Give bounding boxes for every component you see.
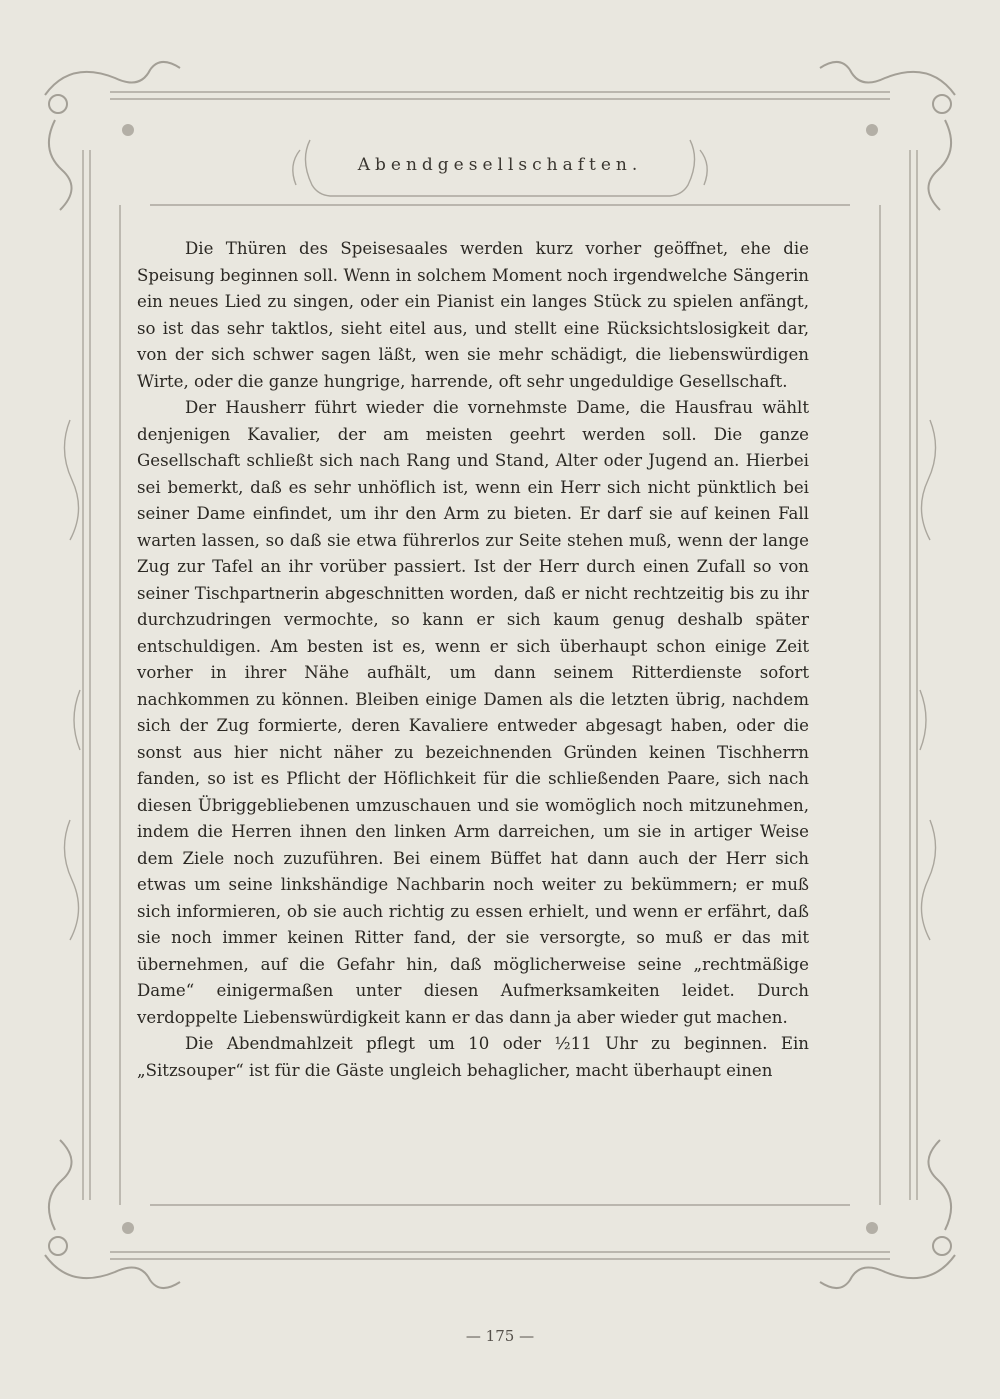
paragraph-2: Der Hausherr führt wieder die vornehmste Dame, die Hausfrau wählt denjenigen Kavalier, der am meisten geehrt werden soll. Die ganze Gesellschaft schließt sich nach Rang und Stand, Alter oder Jugend an. Hierbei sei bemerkt, daß es sehr unhöflich ist, wenn ein Herr sich nicht pünktlich bei seiner Dame einfindet, um ihr den Arm zu bieten. Er darf sie auf keinen Fall warten lassen, so daß sie etwa führerlos zur Seite stehen muß, wenn der lange Zug zur Tafel an ihr vorüber passiert. Ist der Herr durch einen Zufall so von seiner Tischpartnerin abgeschnitten worden, daß er nicht rechtzeitig bis zu ihr durchzudringen vermochte, so kann er sich kaum genug deshalb später entschuldigen. Am besten ist es, wenn er sich überhaupt schon einige Zeit vorher in ihrer Nähe aufhält, um dann seinem Ritterdienste sofort nachkommen zu können. Bleiben einige Damen als die letzten übrig, nachdem sich der Zug formierte, deren Kavaliere entweder abgesagt haben, oder die sonst aus hier nicht näher zu bezeichnenden Gründen keinen Tischherrn fanden, so ist es Pflicht der Höflichkeit für die schließenden Paare, sich nach diesen Übriggebliebenen umzuschauen und sie womöglich noch mitzunehmen, indem die Herren ihnen den linken Arm darreichen, um sie in artiger Weise dem Ziele noch zuzuführen. Bei einem Büffet hat dann auch der Herr sich etwas um seine linkshändige Nachbarin noch weiter zu bekümmern; er muß sich informieren, ob sie auch richtig zu essen erhielt, und wenn er erfährt, daß sie noch immer keinen Ritter fand, der sie versorgte, so muß er das mit übernehmen, auf die Gefahr hin, daß möglicherweise seine „rechtmäßige Dame“ einigermaßen unter diesen Aufmerksamkeiten leidet. Durch verdoppelte Liebenswürdigkeit kann er das dann ja aber wieder gut machen. <box>137 398 809 1027</box>
page-number: — 175 — <box>465 1327 535 1345</box>
paragraph-3: Die Abendmahlzeit pflegt um 10 oder ½11 Uhr zu beginnen. Ein „Sitzsouper“ ist für die Gäste ungleich behaglicher, macht überhaupt einen <box>137 1034 809 1080</box>
paragraph-1: Die Thüren des Speisesaales werden kurz vorher geöffnet, ehe die Speisung beginnen soll. Wenn in solchem Moment noch irgendwelche Sängerin ein neues Lied zu singen, oder ein Pianist ein langes Stück zu spielen anfängt, so ist das sehr taktlos, sieht eitel aus, und stellt eine Rücksichtslosigkeit dar, von der sich schwer sagen läßt, wen sie mehr schädigt, die liebenswürdigen Wirte, oder die ganze hungrige, harrende, oft sehr ungeduldige Gesellschaft. <box>137 239 809 391</box>
running-header: Abendgesellschaften. <box>357 155 643 175</box>
body-text <box>137 236 809 1084</box>
